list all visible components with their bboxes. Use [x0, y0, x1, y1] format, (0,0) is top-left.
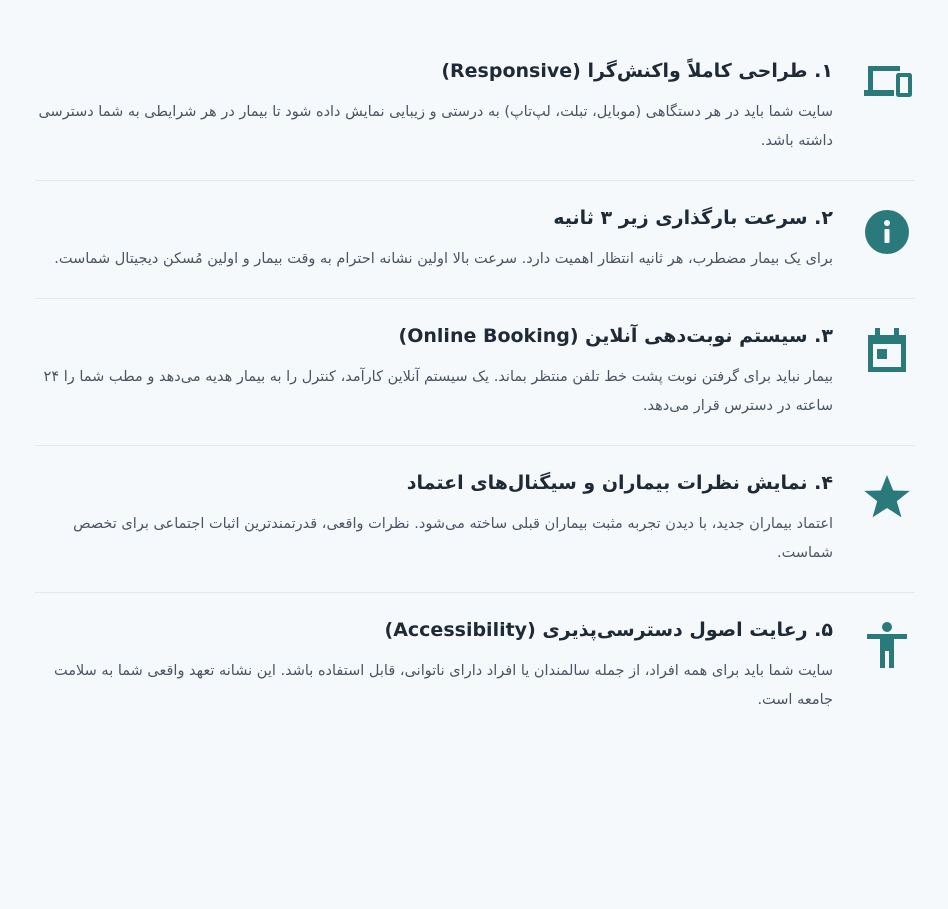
feature-item-accessibility: [35, 593, 915, 739]
devices-icon: [859, 58, 915, 102]
feature-description: بیمار نباید برای گرفتن نوبت پشت خط تلفن منتظر بماند. یک سیستم آنلاین کارآمد، کنترل را به بیمار هدیه می‌دهد و مطب شما را ۲۴ ساعته در دسترس قرار می‌دهد.: [43, 369, 833, 414]
feature-title: ۲. سرعت بارگذاری زیر ۳ ثانیه: [553, 207, 833, 229]
feature-description: سایت شما باید برای همه افراد، از جمله سالمندان یا افراد دارای ناتوانی، قابل استفاده باشد. این نشانه تعهد واقعی شما به سلامت جامعه است.: [54, 663, 833, 708]
feature-title: ۳. سیستم نوبت‌دهی آنلاین (Online Booking): [398, 325, 833, 347]
feature-item-reviews: [35, 446, 915, 593]
feature-description: اعتماد بیماران جدید، با دیدن تجربه مثبت بیماران قبلی ساخته می‌شود. نظرات واقعی، قدرتمندترین اثبات اجتماعی برای تخصص شماست.: [73, 516, 833, 561]
feature-description: برای یک بیمار مضطرب، هر ثانیه انتظار اهمیت دارد. سرعت بالا اولین نشانه احترام به وقت بیمار و اولین مُسکن دیجیتال شماست.: [54, 251, 833, 267]
accessibility-icon: [859, 617, 915, 669]
feature-title: ۵. رعایت اصول دسترسی‌پذیری (Accessibility): [384, 619, 833, 641]
feature-description: سایت شما باید در هر دستگاهی (موبایل، تبلت، لپ‌تاپ) به درستی و زیبایی نمایش داده شود تا بیمار در هر شرایطی به شما دسترسی داشته باشد.: [38, 104, 833, 149]
feature-list: [35, 40, 915, 739]
feature-item-booking: [35, 299, 915, 446]
info-icon: [859, 205, 915, 255]
calendar-icon: [859, 323, 915, 373]
feature-item-responsive: [35, 40, 915, 181]
feature-title: ۱. طراحی کاملاً واکنش‌گرا (Responsive): [441, 60, 833, 82]
feature-item-speed: [35, 181, 915, 299]
star-icon: [859, 470, 915, 520]
feature-title: ۴. نمایش نظرات بیماران و سیگنال‌های اعتماد: [406, 472, 833, 494]
